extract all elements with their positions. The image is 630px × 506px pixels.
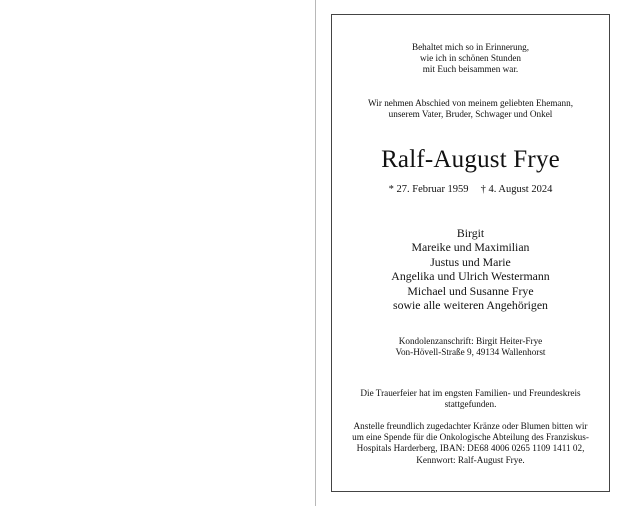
ceremony-line: Die Trauerfeier hat im engsten Familien- und Freundeskreis bbox=[360, 388, 581, 398]
mourner-entry: sowie alle weiteren Angehörigen bbox=[393, 298, 548, 313]
farewell-line: unserem Vater, Bruder, Schwager und Onkel bbox=[388, 109, 553, 120]
mourner-entry: Michael und Susanne Frye bbox=[407, 283, 534, 298]
condolence-line: Kondolenzanschrift: Birgit Heiter-Frye bbox=[398, 336, 543, 346]
donation-line: Kennwort: Ralf-August Frye. bbox=[416, 454, 525, 465]
donation-note bbox=[332, 421, 609, 466]
motto-line: mit Euch beisammen war. bbox=[422, 64, 519, 75]
farewell-text bbox=[332, 98, 609, 120]
birth-date: * 27. Februar 1959 bbox=[388, 184, 469, 195]
condolence-address bbox=[332, 336, 609, 358]
farewell-line: Wir nehmen Abschied von meinem geliebten Ehemann, bbox=[367, 98, 573, 108]
donation-line: Hospitals Harderberg, IBAN: DE68 4006 0265 1109 1411 02, bbox=[356, 443, 585, 454]
mourner-entry: Angelika und Ulrich Westermann bbox=[391, 269, 550, 284]
motto-line: wie ich in schönen Stunden bbox=[419, 53, 522, 64]
death-date: † 4. August 2024 bbox=[480, 184, 553, 195]
donation-line: um eine Spende für die Onkologische Abteilung des Franziskus- bbox=[352, 432, 589, 443]
motto-verse bbox=[332, 42, 609, 76]
mourner-entry: Justus und Marie bbox=[430, 254, 511, 269]
obituary-card bbox=[331, 14, 610, 492]
donation-line: Anstelle freundlich zugedachter Kränze oder Blumen bitten wir bbox=[353, 421, 588, 431]
life-dates bbox=[332, 183, 609, 196]
ceremony-note bbox=[332, 388, 609, 410]
motto-line: Behaltet mich so in Erinnerung, bbox=[411, 42, 530, 52]
deceased-name: Ralf-August Frye bbox=[381, 146, 560, 173]
mourners-list bbox=[332, 226, 609, 312]
ceremony-line: stattgefunden. bbox=[444, 399, 497, 410]
mourner-entry: Mareike und Maximilian bbox=[411, 240, 530, 255]
mourner-entry: Birgit bbox=[456, 226, 485, 240]
condolence-line: Von-Hövell-Straße 9, 49134 Wallenhorst bbox=[395, 347, 546, 358]
fold-line bbox=[315, 0, 316, 506]
